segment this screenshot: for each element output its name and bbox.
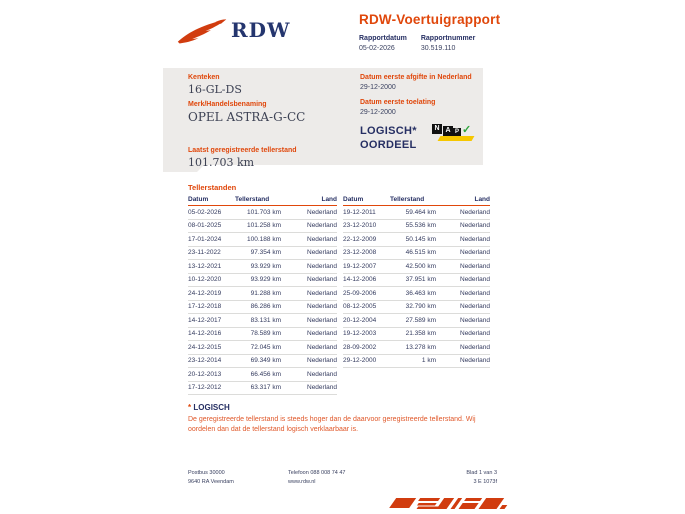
reading-date: 19-12-2007 <box>343 262 377 270</box>
reading-odometer: 72.045 km <box>250 343 281 351</box>
logisch-note-title-text: LOGISCH <box>193 403 230 412</box>
footer-city: 9640 RA Veendam <box>188 479 234 485</box>
footer-page-number: Blad 1 van 3 <box>466 470 497 476</box>
meter-reading-row <box>343 220 490 234</box>
reading-date: 14-12-2016 <box>188 330 222 338</box>
reading-date: 29-12-2000 <box>343 357 377 365</box>
footer-page-info <box>420 469 497 487</box>
reading-odometer: 55.536 km <box>405 222 436 230</box>
reading-date: 05-02-2026 <box>188 208 222 216</box>
first-issue-value: 29-12-2000 <box>360 84 396 91</box>
first-issue-label: Datum eerste afgifte in Nederland <box>360 74 472 81</box>
reading-odometer: 91.288 km <box>250 289 281 297</box>
reading-odometer: 101.703 km <box>247 208 281 216</box>
footer-address <box>188 469 234 487</box>
reading-country: Nederland <box>307 235 337 243</box>
reading-country: Nederland <box>307 357 337 365</box>
meter-reading-row <box>188 233 337 247</box>
reading-date: 20-12-2004 <box>343 316 377 324</box>
reading-country: Nederland <box>307 249 337 257</box>
reading-country: Nederland <box>460 235 490 243</box>
meter-reading-row <box>188 355 337 369</box>
reading-country: Nederland <box>460 303 490 311</box>
verdict-line1: LOGISCH* <box>360 125 417 137</box>
reading-date: 10-12-2020 <box>188 276 222 284</box>
meter-table-body <box>188 206 337 395</box>
verdict-line2: OORDEEL <box>360 139 417 151</box>
reading-odometer: 66.456 km <box>250 370 281 378</box>
last-odometer-label: Laatst geregistreerde tellerstand <box>188 147 297 154</box>
logisch-note-title <box>188 403 493 412</box>
reading-country: Nederland <box>307 343 337 351</box>
meter-section-title: Tellerstanden <box>188 183 237 192</box>
reading-country: Nederland <box>307 276 337 284</box>
rdw-logo-text: RDW <box>231 18 291 42</box>
reading-date: 22-12-2009 <box>343 235 377 243</box>
reading-date: 17-12-2018 <box>188 303 222 311</box>
nap-letter-a: A <box>443 126 453 136</box>
meter-table-right <box>343 194 490 368</box>
reading-odometer: 1 km <box>421 357 436 365</box>
meter-reading-row <box>188 247 337 261</box>
reading-odometer: 13.278 km <box>405 343 436 351</box>
meter-reading-row <box>343 247 490 261</box>
footer-phone: Telefoon 088 008 74 47 <box>288 470 346 476</box>
meter-reading-row <box>188 368 337 382</box>
reading-date: 17-12-2012 <box>188 384 222 392</box>
reading-date: 14-12-2017 <box>188 316 222 324</box>
meter-reading-row <box>343 287 490 301</box>
footer-contact <box>288 469 346 487</box>
reading-date: 23-12-2014 <box>188 357 222 365</box>
report-date-label: Rapportdatum <box>359 35 407 42</box>
reading-date: 24-12-2019 <box>188 289 222 297</box>
reading-country: Nederland <box>307 222 337 230</box>
reading-odometer: 37.951 km <box>405 276 436 284</box>
reading-date: 14-12-2006 <box>343 276 377 284</box>
speed-stripes-icon <box>372 494 530 512</box>
first-admission-label: Datum eerste toelating <box>360 99 436 106</box>
reading-odometer: 59.464 km <box>405 208 436 216</box>
reading-date: 08-01-2025 <box>188 222 222 230</box>
kenteken-label: Kenteken <box>188 74 220 81</box>
reading-odometer: 46.515 km <box>405 249 436 257</box>
reading-date: 08-12-2005 <box>343 303 377 311</box>
meter-reading-row <box>188 260 337 274</box>
reading-country: Nederland <box>460 222 490 230</box>
meter-reading-row <box>188 328 337 342</box>
meter-reading-row <box>188 220 337 234</box>
report-meta <box>359 35 475 52</box>
meter-reading-row <box>343 301 490 315</box>
reading-odometer: 101.258 km <box>247 222 281 230</box>
reading-odometer: 93.929 km <box>250 262 281 270</box>
meter-reading-row <box>343 355 490 369</box>
reading-country: Nederland <box>307 316 337 324</box>
reading-date: 23-12-2008 <box>343 249 377 257</box>
reading-country: Nederland <box>307 262 337 270</box>
reading-odometer: 78.589 km <box>250 330 281 338</box>
reading-date: 19-12-2003 <box>343 330 377 338</box>
reading-odometer: 32.790 km <box>405 303 436 311</box>
footer-form-code: 3 E 1073f <box>473 479 497 485</box>
reading-country: Nederland <box>460 316 490 324</box>
report-date-value: 05-02-2026 <box>359 45 395 52</box>
meter-reading-row <box>188 287 337 301</box>
col-tellerstand: Tellerstand <box>390 196 425 203</box>
reading-odometer: 36.463 km <box>405 289 436 297</box>
nap-checkmark-icon: ✓ <box>462 124 472 136</box>
col-datum: Datum <box>343 196 364 203</box>
meter-reading-row <box>343 274 490 288</box>
first-admission-value: 29-12-2000 <box>360 109 396 116</box>
reading-odometer: 86.286 km <box>250 303 281 311</box>
nap-logo <box>432 123 476 142</box>
col-tellerstand: Tellerstand <box>235 196 270 203</box>
nap-letter-p: P <box>454 129 459 135</box>
meter-reading-row <box>188 314 337 328</box>
reading-country: Nederland <box>460 276 490 284</box>
kenteken-value: 16-GL-DS <box>188 83 242 96</box>
meter-reading-row <box>188 341 337 355</box>
footer-po-box: Postbus 30000 <box>188 470 225 476</box>
reading-country: Nederland <box>460 343 490 351</box>
reading-country: Nederland <box>307 208 337 216</box>
reading-date: 23-12-2010 <box>343 222 377 230</box>
report-number-block <box>421 35 475 52</box>
meter-reading-row <box>188 274 337 288</box>
meter-reading-row <box>343 341 490 355</box>
page-title: RDW-Voertuigrapport <box>359 12 501 27</box>
logisch-note <box>188 403 493 434</box>
reading-country: Nederland <box>460 357 490 365</box>
reading-odometer: 27.589 km <box>405 316 436 324</box>
reading-country: Nederland <box>307 370 337 378</box>
reading-date: 17-01-2024 <box>188 235 222 243</box>
reading-date: 23-11-2022 <box>188 249 221 257</box>
reading-odometer: 42.500 km <box>405 262 436 270</box>
reading-odometer: 50.145 km <box>405 235 436 243</box>
meter-reading-row <box>188 206 337 220</box>
rdw-wing-logo-icon <box>176 16 228 46</box>
reading-odometer: 97.354 km <box>250 249 281 257</box>
reading-odometer: 69.349 km <box>250 357 281 365</box>
reading-odometer: 93.929 km <box>250 276 281 284</box>
logisch-note-body: De geregistreerde tellerstand is steeds hoger dan de daarvoor geregistreerde tellerstand. Wij oordelen dan dat de tellerstand logisch verklaarbaar is. <box>188 416 476 433</box>
reading-date: 25-09-2006 <box>343 289 377 297</box>
meter-reading-row <box>343 233 490 247</box>
reading-country: Nederland <box>307 384 337 392</box>
col-land: Land <box>474 196 490 203</box>
asterisk-marker: * <box>188 403 192 412</box>
reading-date: 19-12-2011 <box>343 208 376 216</box>
report-date-block <box>359 35 407 52</box>
make-label: Merk/Handelsbenaming <box>188 101 267 108</box>
meter-reading-row <box>343 328 490 342</box>
last-odometer-value: 101.703 km <box>188 156 255 169</box>
report-number-value: 30.519.110 <box>420 45 456 52</box>
vehicle-identity <box>188 74 353 169</box>
reading-date: 28-09-2002 <box>343 343 377 351</box>
reading-country: Nederland <box>307 289 337 297</box>
reading-date: 24-12-2015 <box>188 343 222 351</box>
meter-reading-row <box>343 260 490 274</box>
col-datum: Datum <box>188 196 209 203</box>
reading-country: Nederland <box>307 330 337 338</box>
reading-odometer: 63.317 km <box>250 384 281 392</box>
footer-website: www.rdw.nl <box>288 479 316 485</box>
reading-country: Nederland <box>460 208 490 216</box>
meter-table-left <box>188 194 337 395</box>
meter-table-body <box>343 206 490 368</box>
report-number-label: Rapportnummer <box>420 35 476 42</box>
reading-country: Nederland <box>460 330 490 338</box>
reading-country: Nederland <box>460 249 490 257</box>
meter-reading-row <box>188 301 337 315</box>
meter-reading-row <box>343 314 490 328</box>
meter-reading-row <box>343 206 490 220</box>
make-value: OPEL ASTRA-G-CC <box>188 110 306 124</box>
meter-table-header <box>343 194 490 206</box>
nap-swoosh-icon <box>438 136 475 141</box>
reading-odometer: 83.131 km <box>250 316 281 324</box>
col-land: Land <box>321 196 337 203</box>
reading-date: 13-12-2021 <box>188 262 222 270</box>
nap-letter-n: N <box>432 124 442 134</box>
reading-odometer: 100.188 km <box>247 235 281 243</box>
reading-country: Nederland <box>307 303 337 311</box>
reading-odometer: 21.358 km <box>405 330 436 338</box>
meter-reading-row <box>188 382 337 396</box>
meter-table-header <box>188 194 337 206</box>
reading-country: Nederland <box>460 262 490 270</box>
reading-country: Nederland <box>460 289 490 297</box>
reading-date: 20-12-2013 <box>188 370 222 378</box>
